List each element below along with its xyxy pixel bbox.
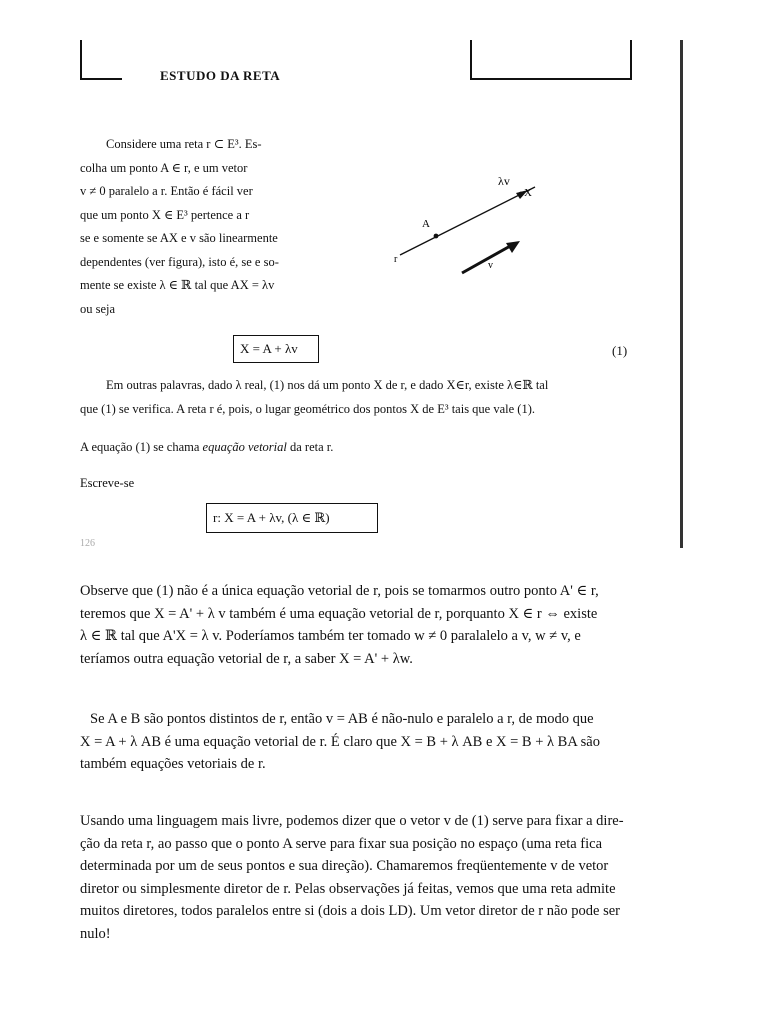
equation-1-tag: (1) — [612, 343, 628, 358]
label-a: A — [422, 218, 430, 230]
paragraph-7-line: nulo! — [80, 925, 111, 942]
term-equacao-vetorial: equação vetorial — [202, 440, 287, 454]
intro-line: v ≠ 0 paralelo a r. Então é fácil ver — [80, 184, 253, 198]
paragraph-5 — [80, 580, 680, 670]
paragraph-3-suffix: da reta r. — [286, 440, 334, 454]
paragraph-2 — [80, 374, 680, 421]
paragraph-7-line: muitos diretores, todos paralelos entre si (dois a dois LD). Um vetor diretor de r não pode ser — [80, 903, 620, 919]
intro-paragraph — [80, 133, 340, 321]
line-figure — [380, 165, 550, 285]
header-corner-right — [470, 40, 632, 80]
vector-v-shaft — [462, 245, 512, 273]
paragraph-7-line: determinada por um de seus pontos e sua direção). Chamaremos freqüentemente v de vetor — [80, 858, 609, 874]
paragraph-3 — [80, 436, 680, 460]
page-title: ESTUDO DA RETA — [160, 68, 281, 83]
equation-2: r: X = A + λv, (λ ∈ ℝ) — [213, 510, 330, 525]
paragraph-6-line: também equações vetoriais de r. — [80, 756, 266, 772]
paragraph-7-line: Usando uma linguagem mais livre, podemos dizer que o vetor v de (1) serve para fixar a dire- — [80, 813, 624, 829]
paragraph-7-line: ção da reta r, ao passo que o ponto A serve para fixar sua posição no espaço (uma reta fica — [80, 835, 603, 852]
paragraph-6 — [80, 708, 680, 776]
paragraph-7-line: diretor ou simplesmente diretor de r. Pelas observações já feitas, vemos que uma reta admite — [80, 880, 616, 897]
page-number: 126 — [80, 538, 95, 549]
intro-line: Considere uma reta r ⊂ E³. Es- — [106, 137, 262, 151]
label-v: v — [488, 260, 493, 271]
paragraph-5-line: λ ∈ ℝ tal que A'X = λ v. Poderíamos também ter tomado w ≠ 0 paralalelo a v, w ≠ v, e — [80, 628, 581, 644]
paragraph-5-line: teremos que X = A' + λ v também é uma equação vetorial de r, porquanto X ∈ r ⇔ existe — [80, 605, 598, 622]
intro-line: que um ponto X ∈ E³ pertence a r — [80, 207, 250, 222]
intro-line: dependentes (ver figura), isto é, se e so- — [80, 254, 279, 269]
intro-line: se e somente se AX e v são linearmente — [80, 231, 278, 245]
label-x: X — [524, 187, 532, 199]
equation-2-box — [206, 503, 378, 533]
equation-1: X = A + λv — [240, 341, 298, 356]
label-lambda-v: λv — [498, 174, 510, 188]
equation-1-box — [233, 335, 319, 363]
intro-line: ou seja — [80, 301, 116, 316]
page-edge-rule — [680, 40, 683, 548]
paragraph-5-line: teríamos outra equação vetorial de r, a saber X = A' + λw. — [80, 650, 413, 667]
paragraph-6-line: X = A + λ AB é uma equação vetorial de r. É claro que X = B + λ AB e X = B + λ BA são — [80, 733, 600, 750]
paragraph-2-line: Em outras palavras, dado λ real, (1) nos dá um ponto X de r, e dado X∈r, existe λ∈ℝ tal — [106, 378, 549, 392]
intro-line: colha um ponto A ∈ r, e um vetor — [80, 160, 248, 175]
paragraph-7 — [80, 810, 680, 945]
header-corner-left — [80, 40, 122, 80]
paragraph-2-line: que (1) se verifica. A reta r é, pois, o lugar geométrico dos pontos X de E³ tais que vale (1). — [80, 401, 535, 416]
paragraph-6-line: Se A e B são pontos distintos de r, então v = AB é não-nulo e paralelo a r, de modo que — [90, 711, 594, 727]
paragraph-5-line: Observe que (1) não é a única equação vetorial de r, pois se tomarmos outro ponto A' ∈ r, — [80, 583, 599, 599]
paragraph-4: Escreve-se — [80, 476, 135, 490]
paragraph-3-prefix: A equação (1) se chama — [80, 440, 203, 454]
intro-line: mente se existe λ ∈ ℝ tal que AX = λv — [80, 278, 275, 292]
point-a — [434, 234, 439, 239]
label-r: r — [394, 254, 398, 265]
